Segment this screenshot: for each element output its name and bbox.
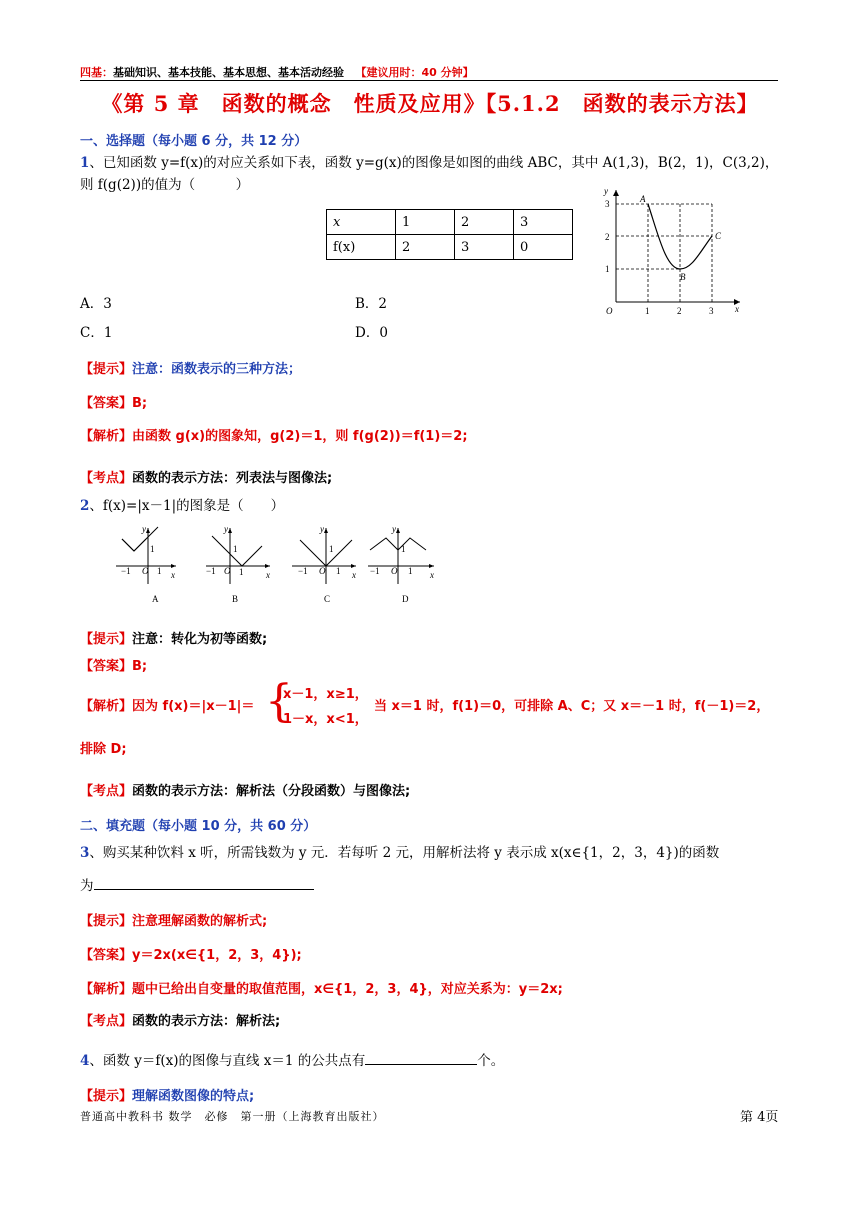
q1-point (80, 467, 332, 486)
graph-label: y (320, 524, 324, 534)
table-row (327, 235, 573, 260)
graph-label: y (142, 524, 146, 534)
option-a: A．3 (80, 296, 112, 312)
point-text: 函数的表示方法：解析法; (132, 1014, 281, 1029)
q2-point (80, 780, 410, 799)
table-cell: f(x) (327, 235, 396, 260)
piecewise-case-2 (283, 708, 368, 727)
table-row (327, 210, 573, 235)
table-cell: x (333, 214, 341, 230)
question-1-line1: 、已知函数 y=f(x)的对应关系如下表，函数 y=g(x)的图像是如图的曲线 ABC，其中 A(1,3)，B(2，1)，C(3,2)， (89, 155, 779, 171)
analysis-label: 【解析】 (80, 429, 133, 444)
header-bar (80, 64, 474, 80)
point-text: 函数的表示方法：列表法与图像法; (132, 471, 333, 486)
option-d: D．0 (355, 325, 388, 341)
table-cell: 0 (514, 235, 573, 260)
answer-label: 【答案】 (80, 659, 133, 674)
q3-answer (80, 944, 302, 963)
graph-label: y (604, 186, 608, 196)
point-label: 【考点】 (80, 784, 133, 799)
graph-label: 2 (605, 232, 610, 242)
question-2-text: 、f(x)=|x－1|的图象是（ ） (89, 498, 285, 514)
hint-label: 【提示】 (80, 914, 133, 929)
question-4-text-end: 个。 (477, 1053, 505, 1069)
table-cell: 3 (455, 235, 514, 260)
analysis-text: 题中已给出自变量的取值范围，x∈{1，2，3，4}，对应关系为：y＝2x; (132, 982, 563, 997)
graph-label: 1 (329, 544, 334, 554)
graph-label: O (142, 566, 149, 576)
analysis-label: 【解析】 (80, 982, 133, 997)
graph-label: 3 (605, 199, 610, 209)
answer-label: 【答案】 (80, 396, 133, 411)
q2-graphs (110, 522, 440, 608)
q1-analysis (80, 425, 468, 444)
graph-label: 2 (677, 306, 682, 316)
footer-book-info: 普通高中教科书 数学 必修 第一册（上海教育出版社） (80, 1110, 385, 1123)
hint-text: 注意理解函数的解析式; (132, 914, 268, 929)
header-suggested-time: 【建议用时：40 分钟】 (355, 66, 474, 79)
q3-point (80, 1010, 280, 1029)
graph-label: −1 (121, 566, 131, 576)
q2-analysis (80, 695, 254, 714)
header-rule (80, 80, 778, 81)
graph-label: x (352, 570, 356, 580)
header-prefix: 四基： (80, 66, 113, 79)
graph-label: O (224, 566, 231, 576)
graph-label: y (224, 524, 228, 534)
graph-label: 1 (233, 544, 238, 554)
point-label: 【考点】 (80, 471, 133, 486)
hint-text: 注意：转化为初等函数; (132, 632, 268, 647)
option-c: C．1 (80, 325, 113, 341)
q3-analysis (80, 978, 563, 997)
graph-label: A (640, 194, 646, 204)
q1-hint (80, 358, 301, 377)
header-text: 基础知识、基本技能、基本思想、基本活动经验 (113, 66, 344, 79)
analysis-label: 【解析】 (80, 699, 133, 714)
graph-label: O (319, 566, 326, 576)
graph-option-d (368, 524, 434, 604)
q2-hint (80, 628, 267, 647)
q1-answer (80, 392, 147, 411)
answer-blank[interactable] (94, 875, 314, 890)
graph-label: x (430, 570, 434, 580)
graph-label: 1 (239, 567, 244, 577)
hint-label: 【提示】 (80, 1089, 133, 1104)
point-label: 【考点】 (80, 1014, 133, 1029)
graph-option-b (206, 524, 270, 604)
graph-option-label: D (402, 594, 409, 604)
question-number: 1 (80, 155, 90, 171)
table-cell: 2 (396, 235, 455, 260)
graph-label: 1 (150, 544, 155, 554)
graph-label: x (735, 304, 739, 314)
question-2-stem (80, 495, 780, 517)
case-text: 1－x，x<1， (283, 712, 368, 727)
q4-hint (80, 1085, 254, 1104)
graph-label: 3 (709, 306, 714, 316)
q2-analysis-cont (374, 695, 769, 714)
question-number: 4 (80, 1053, 90, 1069)
graph-label: O (391, 566, 398, 576)
graph-label: −1 (298, 566, 308, 576)
graph-label: x (171, 570, 175, 580)
graph-option-c (292, 524, 356, 604)
hint-label: 【提示】 (80, 632, 133, 647)
graph-label: 1 (157, 566, 162, 576)
question-4-stem (80, 1050, 780, 1072)
graph-option-label: C (324, 594, 331, 604)
graph-label: O (606, 306, 613, 316)
graph-label: 1 (401, 544, 406, 554)
q2-analysis-end (80, 738, 127, 757)
graph-label: x (266, 570, 270, 580)
table-cell: 2 (455, 210, 514, 235)
graph-label: −1 (370, 566, 380, 576)
graph-label: 1 (336, 566, 341, 576)
graph-option-a (116, 524, 176, 604)
q3-hint (80, 910, 267, 929)
q2-answer (80, 655, 147, 674)
case-text: x－1，x≥1， (283, 687, 368, 702)
graph-option-label: B (232, 594, 239, 604)
point-text: 函数的表示方法：解析法（分段函数）与图像法; (132, 784, 411, 799)
graph-label: B (680, 272, 686, 282)
answer-blank[interactable] (365, 1050, 477, 1065)
function-table (326, 209, 573, 260)
table-cell: 3 (514, 210, 573, 235)
question-3-text: 、购买某种饮料 x 听，所需钱数为 y 元．若每听 2 元，用解析法将 y 表示成 x(x∈{1，2，3，4})的函数 (89, 845, 720, 861)
question-4-text: 、函数 y＝f(x)的图像与直线 x＝1 的公共点有 (89, 1053, 366, 1069)
question-3-stem (80, 842, 780, 864)
answer-text: y＝2x(x∈{1，2，3，4}); (132, 948, 302, 963)
answer-label: 【答案】 (80, 948, 133, 963)
analysis-text: 排除 D; (80, 742, 127, 757)
page-number: 第 4页 (740, 1110, 779, 1125)
analysis-text: 由函数 g(x)的图象知，g(2)＝1，则 f(g(2))＝f(1)＝2; (132, 429, 468, 444)
answer-text: B; (132, 659, 148, 674)
hint-text: 注意：函数表示的三种方法； (132, 362, 302, 377)
question-number: 3 (80, 845, 90, 861)
graph-g-curve (600, 184, 750, 319)
section-fill-heading: 二、填充题（每小题 10 分，共 60 分） (80, 819, 317, 834)
piecewise-brace: { (265, 676, 293, 727)
question-3-stem-2 (80, 875, 780, 897)
graph-label: 1 (645, 306, 650, 316)
graph-label: 1 (605, 264, 610, 274)
graph-label: y (392, 524, 396, 534)
question-3-text: 为 (80, 878, 94, 894)
option-b: B．2 (355, 296, 388, 312)
hint-text: 理解函数图像的特点; (132, 1089, 255, 1104)
graph-option-label: A (152, 594, 159, 604)
piecewise-case-1 (283, 683, 368, 702)
page-title: 《第 5 章 函数的概念 性质及应用》【5.1.2 函数的表示方法】 (101, 91, 759, 116)
graph-label: 1 (408, 566, 413, 576)
hint-label: 【提示】 (80, 362, 133, 377)
question-number: 2 (80, 498, 90, 514)
graph-label: −1 (206, 566, 216, 576)
question-1-line2: 则 f(g(2))的值为（ ） (80, 177, 250, 193)
analysis-text: 因为 f(x)＝|x－1|＝ (132, 699, 255, 714)
table-cell: 1 (396, 210, 455, 235)
analysis-text: 当 x＝1 时，f(1)＝0，可排除 A、C；又 x＝－1 时，f(－1)＝2， (374, 699, 770, 714)
answer-text: B; (132, 396, 148, 411)
graph-label: C (715, 231, 722, 241)
section-choice-heading: 一、选择题（每小题 6 分，共 12 分） (80, 134, 308, 149)
